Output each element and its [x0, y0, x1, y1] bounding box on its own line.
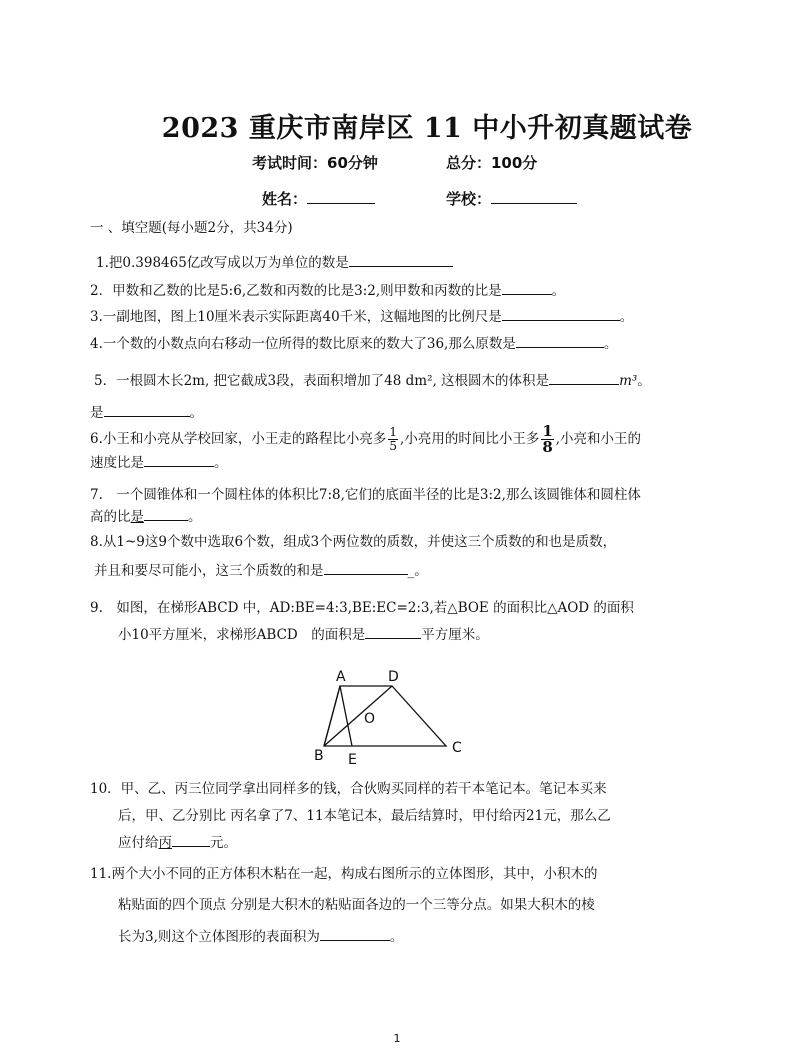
answer-blank-6[interactable]	[144, 452, 214, 467]
question-11-line2: 粘贴面的四个顶点 分别是大积木的粘贴面各边的一个三等分点。如果大积木的棱	[118, 897, 595, 913]
answer-blank-7[interactable]	[144, 506, 188, 521]
answer-blank-4[interactable]	[516, 333, 604, 348]
answer-blank-1[interactable]	[349, 252, 453, 267]
question-7-line2: 高的比是 。	[90, 506, 202, 527]
page-number: 1	[393, 1032, 401, 1045]
question-4: 4.一个数的小数点向右移动一位所得的数比原来的数大了36,那么原数是 。	[90, 333, 617, 354]
name-field	[262, 188, 375, 209]
exam-time: 考试时间：60分钟	[252, 154, 378, 172]
question-11-line3: 长为3,则这个立体图形的表面积为 。	[118, 926, 403, 947]
trapezoid-figure	[306, 664, 486, 770]
question-5-extra: 是 。	[90, 402, 203, 423]
total-score: 总分：100分	[446, 154, 538, 172]
question-2: 2．甲数和乙数的比是5:6,乙数和丙数的比是3:2,则甲数和丙数的比是 。	[90, 280, 565, 301]
question-8-line2: 并且和要尽可能小，这三个质数的和是 _。	[94, 560, 428, 581]
answer-blank-3[interactable]	[502, 306, 620, 321]
question-8: 8.从1~9这9个数中选取6个数，组成3个两位数的质数，并使这三个质数的和也是质数，	[90, 534, 617, 550]
section-heading: 一 、填空题(每小题2分，共34分)	[90, 220, 293, 236]
school-field	[446, 188, 577, 209]
question-10-line3: 应付给丙 元。	[118, 832, 237, 853]
question-6: 6.小王和小亮从学校回家，小王走的路程比小亮多 $\frac{1}{5}$ ,小亮用的时间比小王多 $\frac{1}{8}$ ,小亮和小王的	[90, 422, 642, 456]
label-e: E	[348, 752, 357, 768]
question-10-line2: 后，甲、乙分别比 丙名拿了7、11本笔记本，最后结算时，甲付给丙21元，那么乙	[118, 808, 611, 824]
answer-blank-8[interactable]	[324, 560, 408, 575]
fraction-one-eighth: $\frac{1}{8}$	[542, 422, 553, 456]
fraction-one-fifth: $\frac{1}{5}$	[389, 425, 398, 453]
label-b: B	[314, 748, 324, 764]
label-d: D	[388, 669, 399, 685]
label-o: O	[364, 711, 376, 727]
question-11: 11.两个大小不同的正方体积木粘在一起，构成右图所示的立体图形，其中，小积木的	[90, 866, 598, 882]
segment-bd	[324, 686, 392, 746]
name-label: 姓名：	[262, 190, 308, 208]
question-6-line2: 速度比是 。	[90, 452, 228, 473]
answer-blank-2[interactable]	[502, 280, 552, 295]
label-a: A	[336, 669, 346, 685]
answer-blank-9[interactable]	[365, 624, 421, 639]
question-1: 1.把0.398465亿改写成以万为单位的数是	[96, 252, 453, 273]
label-c: C	[452, 740, 462, 756]
school-blank[interactable]	[491, 189, 577, 204]
answer-blank-11[interactable]	[320, 926, 390, 941]
segment-ae	[340, 686, 352, 746]
question-5: 5．一根圆木长2m, 把它截成3段，表面积增加了48 dm², 这根圆木的体积是 m³。	[94, 370, 651, 391]
question-7: 7. 一个圆锥体和一个圆柱体的体积比7:8,它们的底面半径的比是3:2,那么该圆锥体和圆柱体	[90, 487, 641, 503]
question-9-line2: 小10平方厘米，求梯形ABCD 的面积是 平方厘米。	[118, 624, 489, 645]
segment-ab	[324, 686, 340, 746]
school-label: 学校：	[446, 190, 492, 208]
page-title: 2023 重庆市南岸区 11 中小升初真题试卷	[161, 113, 693, 144]
question-10: 10．甲、乙、丙三位同学拿出同样多的钱，合伙购买同样的若干本笔记本。笔记本买来	[90, 781, 607, 797]
answer-blank-10[interactable]	[172, 832, 210, 847]
name-blank[interactable]	[307, 189, 375, 204]
question-3: 3.一副地图，图上10厘米表示实际距离40千米，这幅地图的比例尺是 。	[90, 306, 633, 327]
answer-blank-5[interactable]	[549, 370, 619, 385]
answer-blank-5b[interactable]	[104, 402, 190, 417]
question-9: 9. 如图，在梯形ABCD 中，AD:BE=4:3,BE:EC=2:3,若△BOE 的面积比△AOD 的面积	[90, 600, 634, 616]
